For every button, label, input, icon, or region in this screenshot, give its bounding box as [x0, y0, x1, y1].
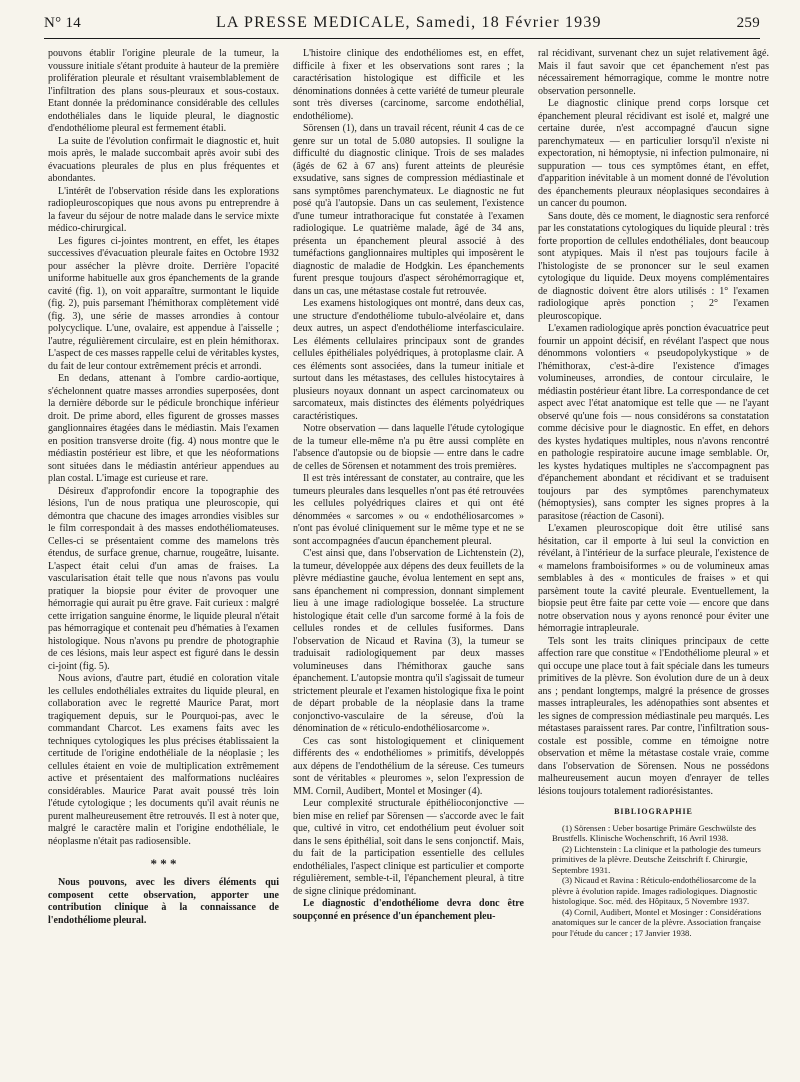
- section-separator: * * *: [150, 856, 177, 871]
- column-3: [538, 48, 769, 1078]
- paragraph: Il est très intéressant de constater, au contraire, que les tumeurs pleurales dans lesquelles n'ont pas été retrouvées les cellules polyédriques claires et qui ont été dénommées « sarcomes » ou « endothéliosarcomes » n'ont pas évolué cliniquement sur le même type et ne se sont accompagnées d'aucun épanchement pleural.: [293, 473, 524, 547]
- paragraph: Leur complexité structurale épithélioconjonctive — bien mise en relief par Sörensen — s'accorde avec le fait que, cultivé in vitro, cet endothélium peut évoluer soit dans le sens épithélial, soit dans le sens conjonctif. Mais, du fait de la participation essentielle des cellules endothéliales, l'aspect clinique est particulier et comporte régulièrement, semble-t-il, l'épanchement pleural, à titre de signe clinique prédominant.: [293, 798, 524, 897]
- bibliography-title: BIBLIOGRAPHIE: [614, 807, 693, 816]
- bibliography-ref: (1) Sörensen : Ueber bosartige Primäre Geschwülste des Brustfells. Klinische Wochenschrift, 16 Avril 1938.: [552, 822, 757, 843]
- journal-title: LA PRESSE MEDICALE, Samedi, 18 Février 1939: [215, 14, 602, 31]
- paragraph: En dedans, attenant à l'ombre cardio-aortique, s'échelonnent quatre masses arrondies superposées, dont la dernière déborde sur le pédicule bronchique inférieur droit. De prime abord, elles figurent de grosses masses ganglionnaires étagées dans le médiastin. Mais l'examen en position transverse droite (fig. 4) nous montre que le médiastin postérieur est libre, et que les néoformations sont situées dans le médiastin antérieur appendues au plan costal. L'image est curieuse et rare.: [48, 373, 279, 484]
- paragraph: Le diagnostic d'endothéliome devra donc être soupçonné en présence d'un épanchement pleu-: [293, 898, 524, 922]
- paragraph: C'est ainsi que, dans l'observation de Lichtenstein (2), la tumeur, développée aux dépens des deux feuillets de la plèvre médiastine gauche, évolua lentement en sept ans, sans épanchement ni compression, donnant simplement lieu à une image radiologique bosselée. La structure histologique était celle d'un sarcome formé à la fois de cellules rondes et de cellules fusiformes. Dans l'observation de Nicaud et Ravina (3), la tumeur se traduisait radiologiquement par deux masses volumineuses dans l'hémithorax gauche sans épanchement. L'autopsie montra qu'il s'agissait de tumeur strictement pleurale et l'examen histologique fixa le point de départ probable de la néoplasie dans la trame conjonctivo-vasculaire de la séreuse, d'où la dénomination de « réticulo-endothéliosarcome ».: [293, 548, 524, 734]
- page-number: 259: [736, 15, 760, 31]
- paragraph: Ces cas sont histologiquement et cliniquement différents des « endothéliomes » primitifs, développés aux dépens de l'endothélium de la séreuse. Ces tumeurs sont de véritables « pleuromes », selon l'expression de MM. Cornil, Audibert, Montel et Mosinger (4).: [293, 735, 524, 797]
- paragraph: Le diagnostic clinique prend corps lorsque cet épanchement pleural récidivant est isolé et, malgré une certaine durée, n'est accompagné d'aucun signe parenchymateux — en particulier lorsqu'il n'existe ni expectoration, ni hémoptysie, ni infection pulmonaire, ni suppuration — tous ces symptômes étant, en effet, d'apparition inévitable à un moment donné de l'évolution des épanchements pleuraux néoplasiques secondaires à un cancer du poumon.: [538, 98, 769, 209]
- column-2: [293, 48, 524, 1078]
- paragraph: Notre observation — dans laquelle l'étude cytologique de la tumeur elle-même n'a pu être aussi complète en l'absence d'autopsie ou de biopsie — entre dans le cadre de celles de Sörensen et notamment des trois premières.: [293, 423, 524, 472]
- paragraph: L'histoire clinique des endothéliomes est, en effet, difficile à fixer et les observations sont rares ; la caractérisation histologique est difficile et les dénominations données à cette variété de tumeur pleurale sont très diverses (carcinome, sarcome endothélial, endothéliome).: [293, 48, 524, 122]
- text-columns: [48, 48, 770, 1078]
- paragraph: Sans doute, dès ce moment, le diagnostic sera renforcé par les constatations cytologiques du liquide pleural : très forte proportion de cellules endothéliales, dont beaucoup sont atypiques. Mais il n'est pas toujours facile à l'histologiste de se prononcer sur le seul examen cytologique du liquide. Deux moyens complémentaires de diagnostic doivent être alors utilisés : 1° l'examen radiologique après ponction ; 2° l'examen pleuroscopique.: [538, 210, 769, 322]
- column-1: [48, 48, 279, 1078]
- paragraph: Nous pouvons, avec les divers éléments qui composent cette observation, apporter une contribution clinique à la connaissance de l'endothéliome pleural.: [48, 877, 279, 926]
- paragraph: L'examen radiologique après ponction évacuatrice peut fournir un appoint décisif, en révélant l'aspect que nous dénommons volontiers « pseudopolykystique » de l'hémithorax, c'est-à-dire l'existence d'images volumineuses, arrondies, de contour circulaire, le médiastin postérieur étant libre. La correspondance de cet aspect avec l'état anatomique est telle que — ne l'ayant observé qu'une fois — nous considérons sa constatation comme décisive pour le diagnostic. En effet, en dehors des kystes hydatiques multiples, nous n'avons rencontré en pathologie respiratoire aucune image semblable. Or, les kystes hydatiques multiples ne s'accompagnent pas d'épanchement abondant et récidivant et se traduisent toujours par des symptômes parenchymateux (hémoptysies), sans compter les signes propres à la parasitose (réaction de Casoni).: [538, 323, 769, 522]
- paragraph: L'intérêt de l'observation réside dans les explorations radiopleuroscopiques que nous avons pu entreprendre à la faveur du séjour de notre malade dans le service mixte médico-chirurgical.: [48, 185, 279, 234]
- paragraph: ral récidivant, survenant chez un sujet relativement âgé. Mais il faut savoir que cet épanchement n'est pas nécessairement hémorragique, comme le montre notre observation personnelle.: [538, 48, 769, 97]
- paragraph: Désireux d'approfondir encore la topographie des lésions, l'un de nous pratiqua une pleuroscopie, qui démontra que chacune des images arrondies visibles sur le film correspondait à des masses endothéliomateuses. Celles-ci se présentaient comme des mamelons très étendus, de surface grenue, charnue, rougeâtre, luisante. L'aspect était celui d'un amas de fraises. La vascularisation était telle que nous n'avons pas voulu pratiquer la biopsie pour éviter de provoquer une hémorragie qui aurait pu être grave. Fait curieux : malgré cette irrigation sanguine énorme, le liquide pleural n'était pas hémorragique et contenait peu d'hématies à l'examen histologique. Nous n'avons pu prendre de photographie de ces lésions, mais leur aspect est figuré dans le dessin ci-joint (fig. 5).: [48, 485, 279, 672]
- paragraph: La suite de l'évolution confirmait le diagnostic et, huit mois après, le malade succombait après avoir subi des évacuations pleurales de plus en plus fréquentes et abondantes.: [48, 135, 279, 184]
- page-header: [44, 14, 760, 38]
- header-rule: [44, 38, 760, 39]
- paragraph: Nous avions, d'autre part, étudié en coloration vitale les cellules endothéliales extraites du liquide pleural, en collaboration avec le regretté Maurice Parat, mort tragiquement depuis, sur le Pourquoi-pas, avec le commandant Charcot. Les examens faits avec les techniques cytologiques les plus précises établissaient la certitude de l'origine endothéliale de la néoplasie ; les cellules étaient en voie de multiplication extrêmement active et présentaient des malformations nucléaires considérables. Maurice Parat avait poussé très loin l'étude cytologique ; les documents qu'il avait réunis ne purent malheureusement être retrouvés. Il est à noter que, malgré le caractère malin et l'origine endothéliale, le néoplasme n'était pas radiosensible.: [48, 673, 279, 847]
- paragraph: Les examens histologiques ont montré, dans deux cas, une structure d'endothéliome tubulo-alvéolaire et, dans deux autres, un aspect d'endothéliome interfasciculaire. Les éléments cellulaires principaux sont de grandes cellules épithéliales polyédriques, à protoplasme clair. A ces éléments sont associées, dans la tumeur initiale et surtout dans les métastases, des cellules histocytaires à plusieurs noyaux donnant un aspect carcinomateux ou sarcomateux, mais distinctes des éléments polyédriques caractéristiques.: [293, 298, 524, 422]
- paragraph: L'examen pleuroscopique doit être utilisé sans hésitation, car il emporte à lui seul la conviction en révélant, à l'intérieur de la surface pleurale, l'existence de « mamelons framboisiformes » ou de volumineux amas semblables à des « monticules de fraises » et qui parsèment toute la cavité pleurale. Eventuellement, la biopsie peut être faite par cette voie — encore que dans notre observation nous y ayons renoncé pour éviter une hémorragie intrapleurale.: [538, 523, 769, 634]
- bibliography-ref: (4) Cornil, Audibert, Montel et Mosinger : Considérations anatomiques sur le cancer de la plèvre. Association française pour l'étude du cancer ; 17 Janvier 1938.: [552, 906, 762, 938]
- paragraph: pouvons établir l'origine pleurale de la tumeur, la voussure initiale s'étant produite à hauteur de la première prolifération pleurale et résultant vraisemblablement de l'infiltration des plans sous-pleuraux et sous-costaux. Etant donnée la prédominance considérable des cellules endothéliales dans le liquide pleural, le diagnostic d'endothéliome pleural est fermement établi.: [48, 48, 279, 134]
- paragraph: Les figures ci-jointes montrent, en effet, les étapes successives d'évacuation pleurale faites en Octobre 1932 pour assécher la plèvre droite. Derrière l'opacité uniforme habituelle aux gros épanchements de la grande cavité (fig. 1), on voit apparaître, surmontant le liquide (fig. 2), puis parsemant l'hémithorax complètement vidé (fig. 3), une série de masses arrondies à contour polycyclique. L'une, ovalaire, est appendue à l'aisselle ; l'autre, régulièrement circulaire, est en plein hémithorax. L'aspect de ces masses rappelle celui de véritables kystes, du fait de leur contour extrêmement précis et arrondi.: [48, 235, 279, 372]
- bibliography-ref: (2) Lichtenstein : La clinique et la pathologie des tumeurs primitives de la plèvre. Deutsche Zeitschrift f. Chirurgie, Septembre 1931.: [552, 843, 761, 875]
- issue-number: N° 14: [44, 15, 82, 31]
- paragraph: Sörensen (1), dans un travail récent, réunit 4 cas de ce genre sur un total de 5.080 autopsies. Il souligne la difficulté du diagnostic clinique. Trois de ses malades (âgés de 62 à 67 ans) furent atteints de pleurésie exsudative, sans signes de compression médiastinale et sans symptômes parenchymateux. Le diagnostic ne fut posé qu'à l'autopsie. Dans un cas seulement, l'existence d'une tumeur intrathoracique fut constatée à l'examen radiologique. Le quatrième malade, âgé de 34 ans, présenta un épanchement pleural associé à des tuméfactions ganglionnaires multiples qui imposèrent le diagnostic de maladie de Hodgkin. Les épanchements furent presque toujours d'aspect sérohémorragique et, dans un cas, une métastase costale fut retrouvée.: [293, 123, 524, 297]
- bibliography-ref: (3) Nicaud et Ravina : Réticulo-endothéliosarcome de la plèvre à évolution rapide. Images radiologiques. Diagnostic histologique. Soc. méd. des Hôpitaux, 5 Novembre 1937.: [552, 875, 758, 906]
- paragraph: Tels sont les traits cliniques principaux de cette affection rare que constitue « l'Endothéliome pleural » et qui occupe une place tout à fait spéciale dans les tumeurs primitives de la plèvre. Son évolution dure de un à deux ans ; pendant longtemps, malgré la présence de grosses masses intrapleurales, les adénopathies sont absentes et les signes de compression médiastinale peu marqués. Les métastases paraissent rares. Par contre, l'infiltration sous-costale est possible, comme en témoigne notre observation et même la métastase costale vraie, comme dans l'observation de Sörensen. Nous ne possédons malheureusement aucun moyen d'enrayer de telles lésions toujours totalement radiorésistantes.: [538, 635, 769, 797]
